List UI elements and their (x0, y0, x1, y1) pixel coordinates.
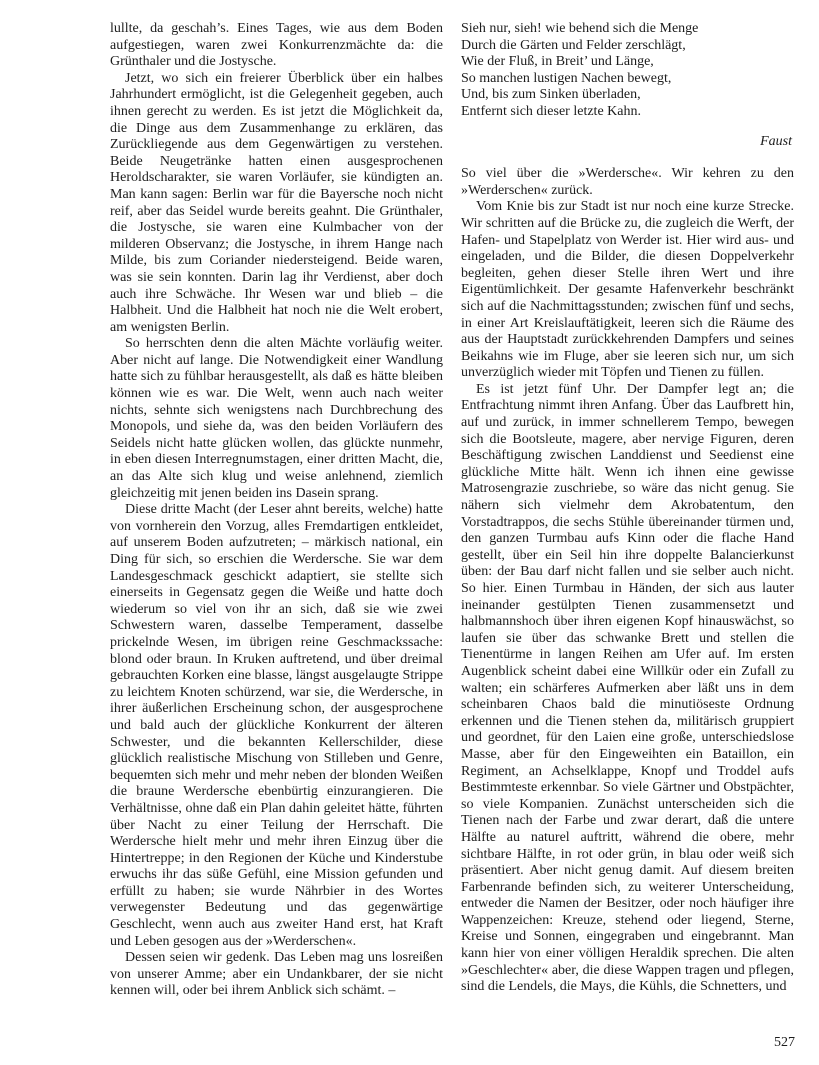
body-paragraph: lullte, da geschah’s. Eines Tages, wie aus dem Boden aufgestiegen, waren zwei Konkurrenzmächte da: die Grünthaler und die Jostysche. (110, 21, 443, 70)
text-columns (110, 21, 794, 1000)
body-paragraph: Es ist jetzt fünf Uhr. Der Dampfer legt an; die Entfrachtung nimmt ihren Anfang. Über das Laufbrett hin, auf und zurück, in immer schnellerem Tempo, bewegen sich die Bootsleute, magere, aber nervige Figuren, deren Beschäftigung zwischen Landdienst und Seedienst eine glückliche Mitte hält. Wenn ich ihnen eine gewisse Matrosengrazie zuschriebe, so wäre das nicht genug. Sie nähern sich vielmehr dem Akrobatentum, den Vorstadtrappos, die sechs Stühle übereinander türmen und, den ganzen Turmbau aufs Kinn oder die flache Hand gestellt, über ein Seil hin ihre doppelte Balancierkunst üben: der Bau darf nicht fallen und sie selber auch nicht. So hier. Einen Turmbau in Händen, der sich aus lauter ineinander gestülpten Tienen zusammensetzt und halbmannshoch über ihren eigenen Kopf hinauswächst, so laufen sie über das schwanke Brett und stellen die Tienentürme in langen Reihen am Ufer auf. Im ersten Augenblick scheint dabei eine Willkür oder ein Zufall zu walten; ein schärferes Aufmerken aber läßt uns in dem scheinbaren Chaos bald die minutiöseste Ordnung erkennen und die Tienen stehen da, militärisch gruppiert und geordnet, für den Laien eine große, unterschiedslose Masse, aber für den Eingeweihten ein Bataillon, ein Regiment, an Achselklappe, Knopf und Troddel aufs Bestimmteste erkennbar. So viele Gärtner und Obstpächter, so viele Kompanien. Zunächst unterscheiden sich die Tienen nach der Farbe und zwar derart, daß die untere Hälfte au naturel auftritt, während die obere, mehr sichtbare Hälfte, in rot oder grün, in blau oder weiß sich präsentiert. Aber nicht genug damit. Auf diesem breiten Farbenrande befinden sich, zu weiterer Unterscheidung, entweder die Namen der Besitzer, oder noch häufiger ihre Wappenzeichen: Kreuze, stehend oder liegend, Sterne, Kreise und Sonnen, eingegraben und eingebrannt. Man kann hier von einer völligen Heraldik sprechen. Die alten »Geschlechter« aber, die diese Wappen tragen und pflegen, sind die Lendels, die Mays, die Kühls, die Schnetters, und (461, 381, 794, 995)
body-paragraph: So herrschten denn die alten Mächte vorläufig weiter. Aber nicht auf lange. Die Notwendigkeit einer Wandlung hatte sich zu fühlbar herausgestellt, als daß es hätte bleiben können wie es war. Die Welt, wenn auch nach weiter nichts, sehnte sich wenigstens nach Durchbrechung des Monopols, und siehe da, was den beiden Vorläufern des Seidels nicht hatte glücken wollen, das glückte nunmehr, in eben diesen Interregnumstagen, einer dritten Macht, die, an das Alte sich klug und weise anlehnend, ziemlich gleichzeitig mit jenen beiden ins Dasein sprang. (110, 336, 443, 501)
poem-quote (461, 21, 794, 121)
poem-attribution: Faust (760, 133, 792, 149)
poem-line: Entfernt sich dieser letzte Kahn. (461, 103, 641, 119)
page-number: 527 (774, 1035, 795, 1050)
poem-line: So manchen lustigen Nachen bewegt, (461, 70, 672, 86)
poem-line: Und, bis zum Sinken überladen, (461, 87, 641, 103)
poem-line: Sieh nur, sieh! wie behend sich die Menge (461, 21, 699, 36)
body-paragraph: Jetzt, wo sich ein freierer Überblick über ein halbes Jahrhundert ermöglicht, ist die Gelegenheit gegeben, auch ihnen gerecht zu werden. Es ist jetzt die Möglichkeit da, die Dinge aus dem Zusammenhange zu erklären, das Zurückliegende aus dem Gegenwärtigen zu verstehen. Beide Neugetränke hatten einen ausgesprochenen Heroldscharakter, sie waren Vorläufer, sie kündigten an. Man kann sagen: Berlin war für die Bayersche noch nicht reif, aber das Seidel wurde bereits geahnt. Die Grünthaler, die Jostysche, sie waren eine Kulmbacher von der milderen Observanz; die Jostysche, in ihrem Hange nach Milde, bis zum Coriander niedersteigend. Beide waren, was sie sein konnten. Darin lag ihr Verdienst, aber doch auch ihre Schwäche. Ihr Wesen war und blieb – die Halbheit. Und die Halbheit hat noch nie die Welt erobert, am wenigsten Berlin. (110, 70, 443, 335)
right-column (461, 21, 794, 1000)
body-paragraph: Dessen seien wir gedenk. Das Leben mag uns losreißen von unserer Amme; aber ein Undankbarer, der sie nicht kennen will, oder bei ihrem Anblick sich schämt. – (110, 950, 443, 999)
body-paragraph: Vom Knie bis zur Stadt ist nur noch eine kurze Strecke. Wir schritten auf die Brücke zu, die zugleich die Werft, der Hafen- und Stapelplatz von Werder ist. Hier wird aus- und eingeladen, und die Bilder, die diesen Doppelverkehr begleiten, gehen dieser Stelle ihren Wert und ihre Eigentümlichkeit. Der gesamte Hafenverkehr beschränkt sich auf die Nachmittagsstunden; zwischen fünf und sechs, in einer Art Kreislauftätigkeit, leeren sich die Räume des aus der Hauptstadt zurückkehrenden Dampfers und seines Beikahns wie im Fluge, aber sie leeren sich nur, um sich unverzüglich wieder mit Töpfen und Tienen zu füllen. (461, 199, 794, 381)
poem-line: Durch die Gärten und Felder zerschlägt, (461, 37, 686, 53)
body-paragraph: So viel über die »Werdersche«. Wir kehren zu den »Werderschen« zurück. (461, 166, 794, 198)
poem-line: Wie der Fluß, in Breit’ und Länge, (461, 54, 654, 70)
body-paragraph: Diese dritte Macht (der Leser ahnt bereits, welche) hatte von vornherein den Vorzug, alles Fremdartigen entkleidet, auf unserem Boden aufzutreten; – märkisch national, ein Ding für sich, so erschien die Werdersche. Sie war dem Landesgeschmack geschickt adaptiert, sie stellte sich einerseits in Gegensatz gegen die Weiße und hatte doch wiederum so viel von ihr an sich, daß sie wie zwei Schwestern waren, dasselbe Temperament, dasselbe prickelnde Wesen, im übrigen reine Geschmackssache: blond oder braun. In Kruken auftretend, und über dreimal gebrauchten Korken eine blasse, längst ausgelaugte Strippe zu leichtem Knoten schürzend, war sie, die Werdersche, in ihrer äußerlichen Erscheinung schon, der ausgesprochene und bald auch der glückliche Konkurrent der älteren Schwester, und die bekannten Kellerschilder, diese glücklich realistische Mischung von Stilleben und Genre, bequemten sich mehr und mehr neben der blonden Weißen die braune Werdersche ebenbürtig einzurangieren. Die Verhältnisse, ohne daß ein Plan dahin geleitet hätte, führten über Nacht zu einer Teilung der Herrschaft. Die Werdersche hielt mehr und mehr ihren Einzug über die Hintertreppe; in den Regionen der Küche und Kinderstube erwuchs ihr das süße Gefühl, eine Mission gefunden und erfüllt zu haben; sie wurde Nährbier in des Wortes verwegenster Bedeutung und das gegenwärtige Geschlecht, wenn auch aus zweiter Hand erst, hat Kraft und Leben gesogen aus der »Werderschen«. (110, 502, 443, 949)
left-column (110, 21, 443, 1000)
